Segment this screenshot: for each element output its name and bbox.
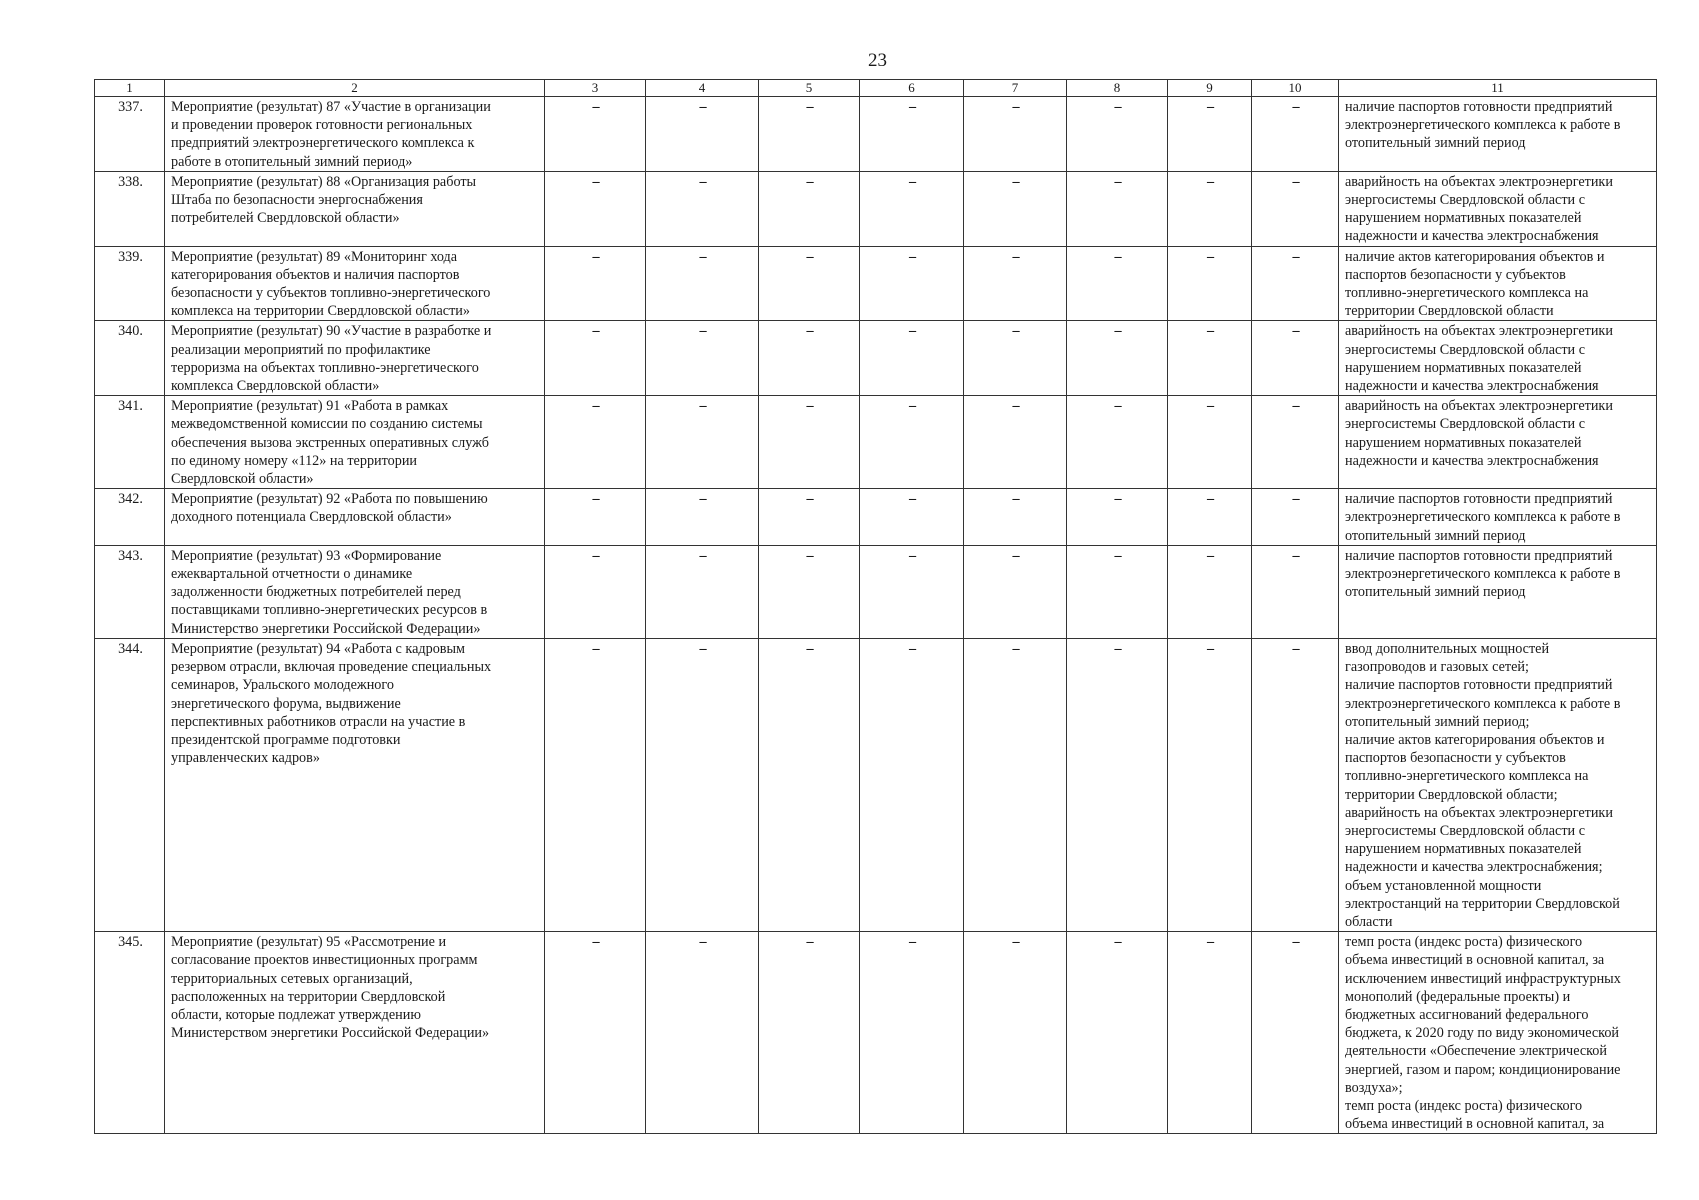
table-row [95, 545, 1657, 638]
target-indicator-line: энергосистемы Свердловской области с [1345, 341, 1585, 358]
target-indicator-line: наличие паспортов готовности предприятий [1345, 491, 1613, 508]
target-indicator-line: паспортов безопасности у субъектов [1345, 750, 1566, 767]
target-indicator-line: аварийность на объектах электроэнергетики [1345, 323, 1613, 340]
value-cell: – [1252, 97, 1339, 172]
value-cell: – [860, 171, 964, 246]
target-indicator-line: энергосистемы Свердловской области с [1345, 822, 1585, 839]
measure-name [165, 545, 545, 638]
target-indicator [1339, 246, 1657, 321]
measure-name-line: Мероприятие (результат) 89 «Мониторинг хода [171, 248, 458, 265]
measure-name-line: перспективных работников отрасли на участие в [171, 713, 466, 730]
measure-name-line: по единому номеру «112» на территории [171, 452, 418, 469]
measure-name [165, 321, 545, 396]
value-cell: – [860, 932, 964, 1134]
value-cell: – [860, 545, 964, 638]
target-indicator-line: аварийность на объектах электроэнергетики [1345, 173, 1613, 190]
measure-name-line: Министерством энергетики Российской Федерации» [171, 1025, 490, 1042]
value-cell: – [646, 489, 759, 546]
value-cell: – [759, 638, 860, 931]
value-cell: – [964, 489, 1067, 546]
target-indicator-line: нарушением нормативных показателей [1345, 359, 1582, 376]
value-cell: – [964, 932, 1067, 1134]
target-indicator [1339, 321, 1657, 396]
row-number: 343. [95, 545, 165, 638]
target-indicator-line: электроэнергетического комплекса к работе в [1345, 566, 1621, 583]
measure-name-line: обеспечения вызова экстренных оперативных служб [171, 434, 489, 451]
value-cell: – [1067, 97, 1168, 172]
table-row [95, 171, 1657, 246]
measure-name [165, 246, 545, 321]
measure-name [165, 171, 545, 246]
header-row [95, 80, 1657, 97]
table-body [95, 97, 1657, 1134]
target-indicator-line: объема инвестиций в основной капитал, за [1345, 1116, 1605, 1133]
target-indicator-line: нарушением нормативных показателей [1345, 841, 1582, 858]
measure-name-line: потребителей Свердловской области» [171, 210, 400, 227]
target-indicator [1339, 545, 1657, 638]
target-indicator-line: деятельности «Обеспечение электрической [1345, 1043, 1607, 1060]
table-row [95, 97, 1657, 172]
measure-name-line: безопасности у субъектов топливно-энергетического [171, 285, 491, 302]
value-cell: – [545, 97, 646, 172]
value-cell: – [759, 321, 860, 396]
measure-name-line: энергетического форума, выдвижение [171, 695, 401, 712]
target-indicator-line: отопительный зимний период; [1345, 713, 1530, 730]
value-cell: – [759, 932, 860, 1134]
value-cell: – [759, 489, 860, 546]
measure-name-line: Мероприятие (результат) 91 «Работа в рамках [171, 398, 449, 415]
value-cell: – [1168, 489, 1252, 546]
value-cell: – [1067, 489, 1168, 546]
measure-name [165, 932, 545, 1134]
measure-name-line: согласование проектов инвестиционных программ [171, 952, 478, 969]
measure-name-line: Мероприятие (результат) 88 «Организация работы [171, 173, 477, 190]
value-cell: – [1168, 545, 1252, 638]
row-number: 337. [95, 97, 165, 172]
measure-name-line: Мероприятие (результат) 87 «Участие в организации [171, 99, 491, 115]
value-cell: – [1168, 246, 1252, 321]
value-cell: – [964, 171, 1067, 246]
row-number: 339. [95, 246, 165, 321]
target-indicator-line: наличие актов категорирования объектов и [1345, 731, 1605, 748]
measure-name-line: терроризма на объектах топливно-энергетического [171, 359, 479, 376]
value-cell: – [1252, 171, 1339, 246]
target-indicator [1339, 932, 1657, 1134]
value-cell: – [646, 638, 759, 931]
value-cell: – [964, 97, 1067, 172]
measure-name-line: ежеквартальной отчетности о динамике [171, 566, 413, 583]
value-cell: – [545, 396, 646, 489]
table-row [95, 932, 1657, 1134]
target-indicator [1339, 638, 1657, 931]
target-indicator-line: области [1345, 913, 1393, 930]
target-indicator-line: ввод дополнительных мощностей [1345, 640, 1550, 657]
value-cell: – [646, 246, 759, 321]
target-indicator-line: топливно-энергетического комплекса на [1345, 285, 1589, 302]
target-indicator-line: аварийность на объектах электроэнергетики [1345, 804, 1613, 821]
value-cell: – [1252, 489, 1339, 546]
target-indicator-line: отопительный зимний период [1345, 527, 1526, 544]
value-cell: – [545, 545, 646, 638]
target-indicator-line: надежности и качества электроснабжения [1345, 452, 1599, 469]
value-cell: – [964, 396, 1067, 489]
measure-name-line: поставщиками топливно-энергетических ресурсов в [171, 602, 488, 619]
target-indicator-line: газопроводов и газовых сетей; [1345, 659, 1529, 676]
target-indicator-line: отопительный зимний период [1345, 135, 1526, 152]
measure-name-line: семинаров, Уральского молодежного [171, 677, 394, 694]
target-indicator-line: аварийность на объектах электроэнергетики [1345, 398, 1613, 415]
target-indicator-line: темп роста (индекс роста) физического [1345, 934, 1583, 951]
target-indicator-line: бюджетных ассигнований федерального [1345, 1006, 1589, 1023]
value-cell: – [1252, 246, 1339, 321]
target-indicator [1339, 171, 1657, 246]
value-cell: – [646, 97, 759, 172]
measure-name-line: доходного потенциала Свердловской области» [171, 509, 452, 526]
measure-name-line: Мероприятие (результат) 95 «Рассмотрение и [171, 934, 447, 951]
value-cell: – [1067, 246, 1168, 321]
value-cell: – [860, 638, 964, 931]
value-cell: – [964, 321, 1067, 396]
measure-name-line: комплекса Свердловской области» [171, 378, 380, 395]
measure-name-line: Мероприятие (результат) 90 «Участие в разработке и [171, 323, 492, 340]
row-number: 341. [95, 396, 165, 489]
value-cell: – [1168, 396, 1252, 489]
value-cell: – [1252, 321, 1339, 396]
value-cell: – [1168, 171, 1252, 246]
measure-name-line: комплекса на территории Свердловской области» [171, 303, 470, 320]
page-number: 23 [868, 50, 887, 71]
column-header: 9 [1168, 80, 1252, 97]
measure-name-line: категорирования объектов и наличия паспортов [171, 266, 460, 283]
value-cell: – [545, 171, 646, 246]
target-indicator-line: темп роста (индекс роста) физического [1345, 1097, 1583, 1114]
value-cell: – [545, 246, 646, 321]
value-cell: – [759, 171, 860, 246]
value-cell: – [646, 932, 759, 1134]
value-cell: – [1168, 932, 1252, 1134]
value-cell: – [759, 97, 860, 172]
measure-name-line: реализации мероприятий по профилактике [171, 341, 431, 358]
target-indicator [1339, 396, 1657, 489]
row-number: 338. [95, 171, 165, 246]
target-indicator-line: наличие паспортов готовности предприятий [1345, 547, 1613, 564]
measure-name-line: территориальных сетевых организаций, [171, 970, 413, 987]
value-cell: – [860, 321, 964, 396]
measure-name [165, 489, 545, 546]
target-indicator [1339, 489, 1657, 546]
column-header: 2 [165, 80, 545, 97]
measure-name-line: президентской программе подготовки [171, 731, 401, 748]
target-indicator [1339, 97, 1657, 172]
value-cell: – [1067, 321, 1168, 396]
column-header: 10 [1252, 80, 1339, 97]
value-cell: – [1168, 97, 1252, 172]
table-row [95, 246, 1657, 321]
column-header: 8 [1067, 80, 1168, 97]
measure-name-line: работе в отопительный зимний период» [171, 153, 413, 170]
measure-name-line: Мероприятие (результат) 94 «Работа с кадровым [171, 640, 465, 657]
column-header: 11 [1339, 80, 1657, 97]
target-indicator-line: отопительный зимний период [1345, 584, 1526, 601]
value-cell: – [860, 396, 964, 489]
measure-name-line: предприятий электроэнергетического комплекса к [171, 135, 475, 152]
target-indicator-line: наличие паспортов готовности предприятий [1345, 677, 1613, 694]
target-indicator-line: территории Свердловской области [1345, 303, 1554, 320]
value-cell: – [759, 246, 860, 321]
table-row [95, 638, 1657, 931]
measure-name [165, 396, 545, 489]
target-indicator-line: исключением инвестиций инфраструктурных [1345, 970, 1621, 987]
value-cell: – [860, 489, 964, 546]
table-row [95, 396, 1657, 489]
value-cell: – [860, 246, 964, 321]
column-header: 7 [964, 80, 1067, 97]
measure-name-line: Мероприятие (результат) 92 «Работа по повышению [171, 491, 488, 508]
target-indicator-line: электроэнергетического комплекса к работе в [1345, 117, 1621, 134]
value-cell: – [964, 545, 1067, 638]
target-indicator-line: электроэнергетического комплекса к работе в [1345, 509, 1621, 526]
target-indicator-line: монополий (федеральные проекты) и [1345, 988, 1571, 1005]
target-indicator-line: объема инвестиций в основной капитал, за [1345, 952, 1605, 969]
column-header: 1 [95, 80, 165, 97]
value-cell: – [1252, 932, 1339, 1134]
target-indicator-line: топливно-энергетического комплекса на [1345, 768, 1589, 785]
measure-name-line: межведомственной комиссии по созданию системы [171, 416, 483, 433]
target-indicator-line: энергосистемы Свердловской области с [1345, 416, 1585, 433]
value-cell: – [1168, 321, 1252, 396]
column-header: 5 [759, 80, 860, 97]
target-indicator-line: электростанций на территории Свердловской [1345, 895, 1620, 912]
target-indicator-line: энергосистемы Свердловской области с [1345, 192, 1585, 209]
table-row [95, 489, 1657, 546]
measures-table [94, 79, 1657, 1134]
value-cell: – [545, 638, 646, 931]
target-indicator-line: наличие паспортов готовности предприятий [1345, 99, 1613, 115]
value-cell: – [545, 489, 646, 546]
value-cell: – [964, 638, 1067, 931]
target-indicator-line: надежности и качества электроснабжения [1345, 378, 1599, 395]
value-cell: – [1067, 545, 1168, 638]
value-cell: – [545, 932, 646, 1134]
target-indicator-line: нарушением нормативных показателей [1345, 434, 1582, 451]
target-indicator-line: наличие актов категорирования объектов и [1345, 248, 1605, 265]
measure-name-line: управленческих кадров» [171, 750, 320, 767]
measure-name-line: области, которые подлежат утверждению [171, 1006, 421, 1023]
value-cell: – [646, 171, 759, 246]
value-cell: – [1067, 396, 1168, 489]
row-number: 342. [95, 489, 165, 546]
target-indicator-line: нарушением нормативных показателей [1345, 210, 1582, 227]
value-cell: – [545, 321, 646, 396]
measure-name-line: задолженности бюджетных потребителей перед [171, 584, 461, 601]
column-header: 6 [860, 80, 964, 97]
row-number: 344. [95, 638, 165, 931]
column-header: 3 [545, 80, 646, 97]
measure-name-line: резервом отрасли, включая проведение специальных [171, 659, 492, 676]
target-indicator-line: территории Свердловской области; [1345, 786, 1558, 803]
measure-name [165, 638, 545, 931]
measure-name-line: Свердловской области» [171, 471, 314, 488]
value-cell: – [646, 396, 759, 489]
row-number: 340. [95, 321, 165, 396]
measure-name-line: Мероприятие (результат) 93 «Формирование [171, 547, 442, 564]
value-cell: – [860, 97, 964, 172]
value-cell: – [1067, 932, 1168, 1134]
measure-name [165, 97, 545, 172]
value-cell: – [759, 396, 860, 489]
target-indicator-line: воздуха»; [1345, 1079, 1403, 1096]
value-cell: – [1067, 638, 1168, 931]
measure-name-line: Министерство энергетики Российской Федерации» [171, 620, 481, 637]
target-indicator-line: электроэнергетического комплекса к работе в [1345, 695, 1621, 712]
measure-name-line: и проведении проверок готовности региональных [171, 117, 473, 134]
target-indicator-line: бюджета, к 2020 году по виду экономической [1345, 1025, 1620, 1042]
target-indicator-line: объем установленной мощности [1345, 877, 1542, 894]
value-cell: – [646, 321, 759, 396]
column-header: 4 [646, 80, 759, 97]
target-indicator-line: надежности и качества электроснабжения [1345, 228, 1599, 245]
target-indicator-line: энергией, газом и паром; кондиционирование [1345, 1061, 1621, 1078]
target-indicator-line: надежности и качества электроснабжения; [1345, 859, 1603, 876]
value-cell: – [1252, 396, 1339, 489]
target-indicator-line: паспортов безопасности у субъектов [1345, 266, 1566, 283]
row-number: 345. [95, 932, 165, 1134]
measure-name-line: расположенных на территории Свердловской [171, 988, 446, 1005]
value-cell: – [1252, 638, 1339, 931]
value-cell: – [759, 545, 860, 638]
value-cell: – [1067, 171, 1168, 246]
value-cell: – [964, 246, 1067, 321]
value-cell: – [1168, 638, 1252, 931]
value-cell: – [1252, 545, 1339, 638]
measure-name-line: Штаба по безопасности энергоснабжения [171, 192, 423, 209]
value-cell: – [646, 545, 759, 638]
table-row [95, 321, 1657, 396]
